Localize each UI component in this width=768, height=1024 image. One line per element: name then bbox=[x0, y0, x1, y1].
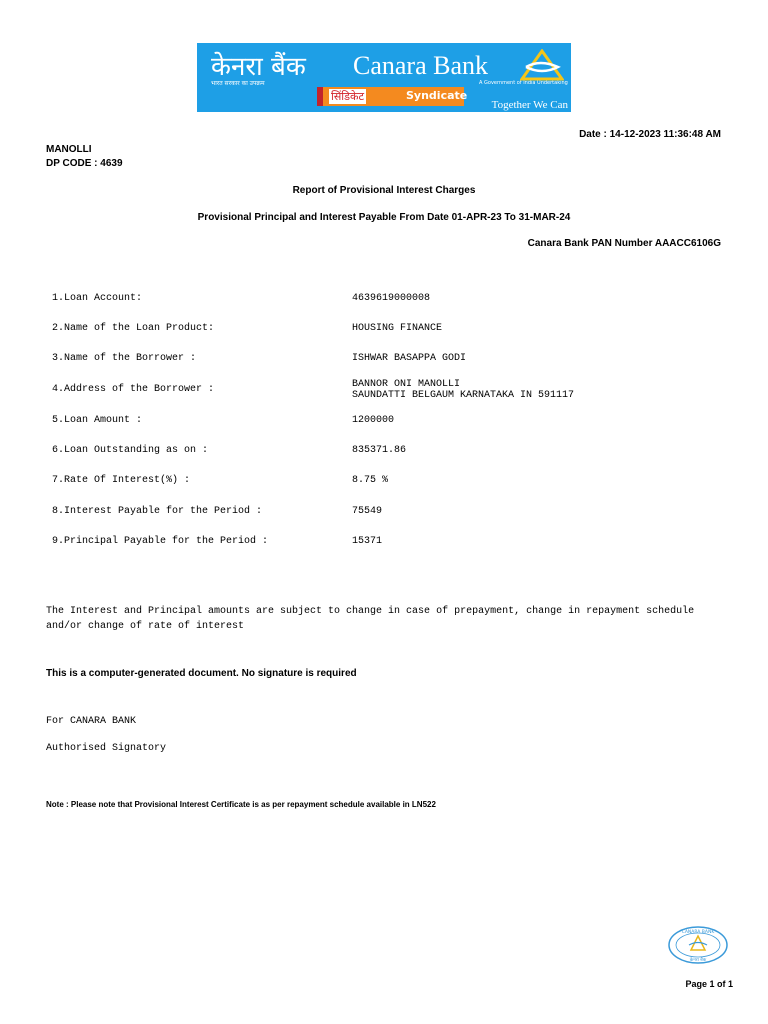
disclaimer-line-2: and/or change of rate of interest bbox=[46, 621, 245, 632]
bank-pan-number: Canara Bank PAN Number AAACC6106G bbox=[527, 238, 721, 249]
seal-bottom-text: केनरा बैंक bbox=[689, 958, 707, 963]
computer-generated-notice: This is a computer-generated document. No signature is required bbox=[46, 668, 357, 679]
page-number: Page 1 of 1 bbox=[685, 979, 733, 989]
canara-logo-icon bbox=[520, 49, 564, 83]
report-title: Report of Provisional Interest Charges bbox=[292, 185, 476, 196]
bank-slogan: Together We Can bbox=[491, 99, 568, 111]
field-label-loan-amount: 5.Loan Amount : bbox=[52, 415, 143, 426]
bank-name-english: Canara Bank bbox=[353, 51, 489, 80]
field-label-principal-payable: 9.Principal Payable for the Period : bbox=[52, 536, 269, 547]
field-label-borrower-address: 4.Address of the Borrower : bbox=[52, 384, 215, 395]
disclaimer-line-1: The Interest and Principal amounts are subject to change in case of prepayment, change in repayment schedule bbox=[46, 606, 695, 617]
field-value-interest-payable: 75549 bbox=[352, 506, 383, 517]
note-text: Note : Please note that Provisional Interest Certificate is as per repayment schedule available in LN522 bbox=[46, 800, 436, 809]
field-label-loan-outstanding: 6.Loan Outstanding as on : bbox=[52, 445, 209, 456]
field-label-loan-product: 2.Name of the Loan Product: bbox=[52, 323, 215, 334]
field-label-interest-payable: 8.Interest Payable for the Period : bbox=[52, 506, 263, 517]
field-value-borrower-name: ISHWAR BASAPPA GODI bbox=[352, 353, 467, 364]
bank-logo-banner bbox=[197, 43, 571, 112]
field-value-loan-outstanding: 835371.86 bbox=[352, 445, 407, 456]
field-value-principal-payable: 15371 bbox=[352, 536, 383, 547]
field-label-interest-rate: 7.Rate Of Interest(%) : bbox=[52, 475, 191, 486]
syndicate-logo bbox=[317, 87, 468, 106]
field-value-loan-amount: 1200000 bbox=[352, 415, 395, 426]
field-value-loan-product: HOUSING FINANCE bbox=[352, 323, 443, 334]
for-bank-text: For CANARA BANK bbox=[46, 716, 137, 727]
bank-tagline-hindi: भारत सरकार का उपक्रम bbox=[211, 80, 265, 87]
disclaimer-text bbox=[46, 604, 694, 634]
branch-name: MANOLLI bbox=[46, 144, 92, 155]
period-title: Provisional Principal and Interest Payable From Date 01-APR-23 To 31-MAR-24 bbox=[197, 212, 571, 223]
authorised-signatory: Authorised Signatory bbox=[46, 743, 167, 754]
report-date: Date : 14-12-2023 11:36:48 AM bbox=[579, 129, 721, 140]
bank-seal-stamp bbox=[667, 925, 729, 965]
field-value-interest-rate: 8.75 % bbox=[352, 475, 389, 486]
bank-name-hindi: केनरा बैंक bbox=[211, 52, 306, 82]
field-value-loan-account: 4639619000008 bbox=[352, 293, 431, 304]
field-label-loan-account: 1.Loan Account: bbox=[52, 293, 143, 304]
syndicate-english-text: Syndicate bbox=[406, 89, 468, 102]
field-value-borrower-address-line1: BANNOR ONI MANOLLI bbox=[352, 379, 461, 390]
seal-top-text: CANARA BANK bbox=[681, 930, 715, 935]
gov-undertaking-text: A Government of India Undertaking bbox=[479, 80, 568, 86]
field-value-borrower-address-line2: SAUNDATTI BELGAUM KARNATAKA IN 591117 bbox=[352, 390, 575, 401]
syndicate-hindi-text: सिंडिकेट bbox=[331, 90, 365, 103]
field-label-borrower-name: 3.Name of the Borrower : bbox=[52, 353, 197, 364]
dp-code: DP CODE : 4639 bbox=[46, 158, 123, 169]
